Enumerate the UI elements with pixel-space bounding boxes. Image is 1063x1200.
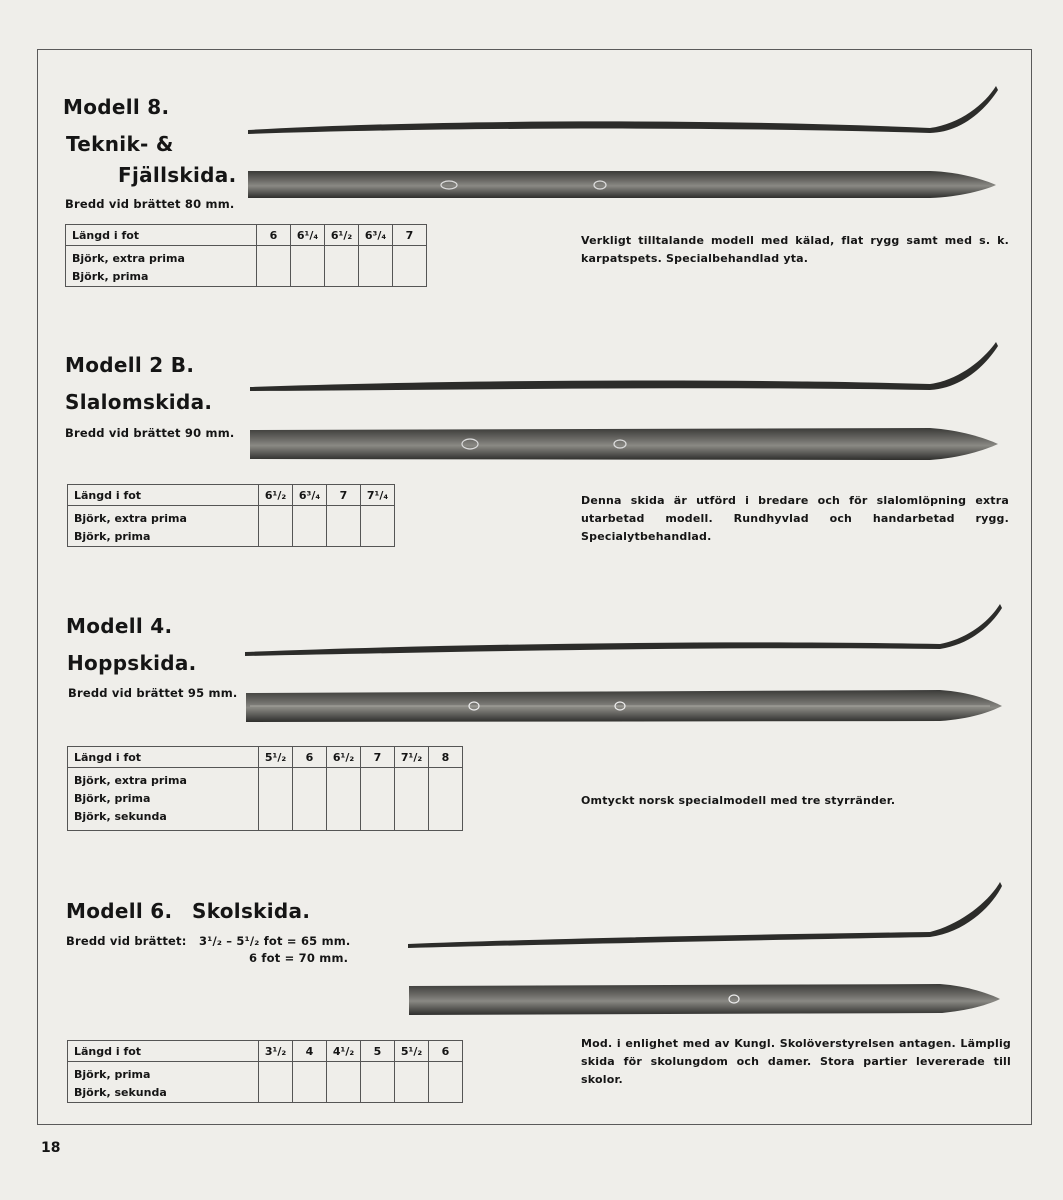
length-value: 7¹/₂ [395, 747, 429, 768]
empty-cell [257, 246, 291, 287]
quality-list [68, 506, 259, 547]
length-value: 7 [327, 485, 361, 506]
ski-top-view-model-2b [250, 428, 998, 460]
empty-cell [361, 1062, 395, 1103]
ski-top-view-model-8 [248, 171, 996, 198]
length-value: 5 [361, 1041, 395, 1062]
model-2b-title: Modell 2 B. [65, 353, 195, 377]
empty-cell [325, 246, 359, 287]
length-value: 4¹/₂ [327, 1041, 361, 1062]
length-value: 3¹/₂ [259, 1041, 293, 1062]
empty-cell [361, 768, 395, 831]
model-8-width-note: Bredd vid brättet 80 mm. [65, 197, 235, 211]
quality-item: Björk, prima [74, 530, 151, 543]
quality-item: Björk, sekunda [74, 810, 167, 823]
length-value: 7 [393, 225, 427, 246]
length-value: 8 [429, 747, 463, 768]
length-label: Längd i fot [66, 225, 257, 246]
page-number: 18 [41, 1140, 61, 1156]
empty-cell [361, 506, 395, 547]
model-8-subtitle-1: Teknik- & [66, 132, 174, 156]
quality-item: Björk, extra prima [74, 512, 187, 525]
empty-cell [293, 768, 327, 831]
model-2b-width-note: Bredd vid brättet 90 mm. [65, 426, 235, 440]
empty-cell [293, 1062, 327, 1103]
empty-cell [393, 246, 427, 287]
empty-cell [291, 246, 325, 287]
length-label: Längd i fot [68, 485, 259, 506]
ski-top-view-model-4 [246, 690, 1002, 722]
ski-side-view-model-6 [408, 882, 1002, 948]
model-6-subtitle: Skolskida. [192, 899, 311, 923]
model-4-width-note: Bredd vid brättet 95 mm. [68, 686, 238, 700]
length-value: 5¹/₂ [259, 747, 293, 768]
length-value: 4 [293, 1041, 327, 1062]
ski-side-view-model-8 [248, 86, 998, 134]
empty-cell [293, 506, 327, 547]
model-2b-subtitle: Slalomskida. [65, 390, 213, 414]
empty-cell [429, 1062, 463, 1103]
length-value: 6¹/₂ [327, 747, 361, 768]
length-value: 6³/₄ [293, 485, 327, 506]
model-6-width-note-range: 3¹/₂ – 5¹/₂ fot = 65 mm. [199, 934, 351, 948]
model-6-length-table [67, 1040, 463, 1103]
quality-item: Björk, prima [72, 270, 149, 283]
empty-cell [327, 506, 361, 547]
empty-cell [429, 768, 463, 831]
quality-list [68, 1062, 259, 1103]
length-value: 7¹/₄ [361, 485, 395, 506]
empty-cell [395, 1062, 429, 1103]
empty-cell [359, 246, 393, 287]
empty-cell [259, 1062, 293, 1103]
ski-side-view-model-2b [250, 342, 998, 391]
model-6-title: Modell 6. [66, 899, 173, 923]
model-6-description: Mod. i enlighet med av Kungl. Skolöverstyrelsen antagen. Lämplig skida för skolungdom och damer. Stora partier levererade till skolor. [581, 1037, 1011, 1086]
model-4-description: Omtyckt norsk specialmodell med tre styrränder. [581, 794, 896, 807]
length-value: 6³/₄ [359, 225, 393, 246]
empty-cell [395, 768, 429, 831]
model-6-width-note-label: Bredd vid brättet: [66, 934, 187, 948]
quality-item: Björk, sekunda [74, 1086, 167, 1099]
length-value: 6 [257, 225, 291, 246]
model-4-length-table [67, 746, 463, 831]
length-value: 6¹/₂ [259, 485, 293, 506]
quality-list [68, 768, 259, 831]
empty-cell [259, 768, 293, 831]
model-8-description: Verkligt tilltalande modell med kälad, flat rygg samt med s. k. karpatspets. Specialbehandlad yta. [581, 234, 1009, 265]
model-8-subtitle-2: Fjällskida. [118, 163, 237, 187]
model-4-subtitle: Hoppskida. [67, 651, 197, 675]
model-4-title: Modell 4. [66, 614, 173, 638]
quality-item: Björk, extra prima [72, 252, 185, 265]
model-6-width-note-6ft: 6 fot = 70 mm. [249, 951, 349, 965]
model-8-title: Modell 8. [63, 95, 170, 119]
quality-item: Björk, extra prima [74, 774, 187, 787]
length-label: Längd i fot [68, 747, 259, 768]
length-value: 5¹/₂ [395, 1041, 429, 1062]
length-value: 6¹/₄ [291, 225, 325, 246]
length-value: 6 [429, 1041, 463, 1062]
quality-list [66, 246, 257, 287]
quality-item: Björk, prima [74, 792, 151, 805]
ski-top-view-model-6 [409, 984, 1000, 1015]
length-value: 6 [293, 747, 327, 768]
length-label: Längd i fot [68, 1041, 259, 1062]
model-2b-length-table [67, 484, 395, 547]
length-value: 6¹/₂ [325, 225, 359, 246]
empty-cell [327, 1062, 361, 1103]
ski-side-view-model-4 [245, 604, 1002, 656]
model-2b-description: Denna skida är utförd i bredare och för slalomlöpning extra utarbetad modell. Rundhyvlad och handarbetad rygg. Specialytbehandlad. [581, 494, 1009, 543]
empty-cell [259, 506, 293, 547]
empty-cell [327, 768, 361, 831]
model-8-length-table [65, 224, 427, 287]
length-value: 7 [361, 747, 395, 768]
quality-item: Björk, prima [74, 1068, 151, 1081]
